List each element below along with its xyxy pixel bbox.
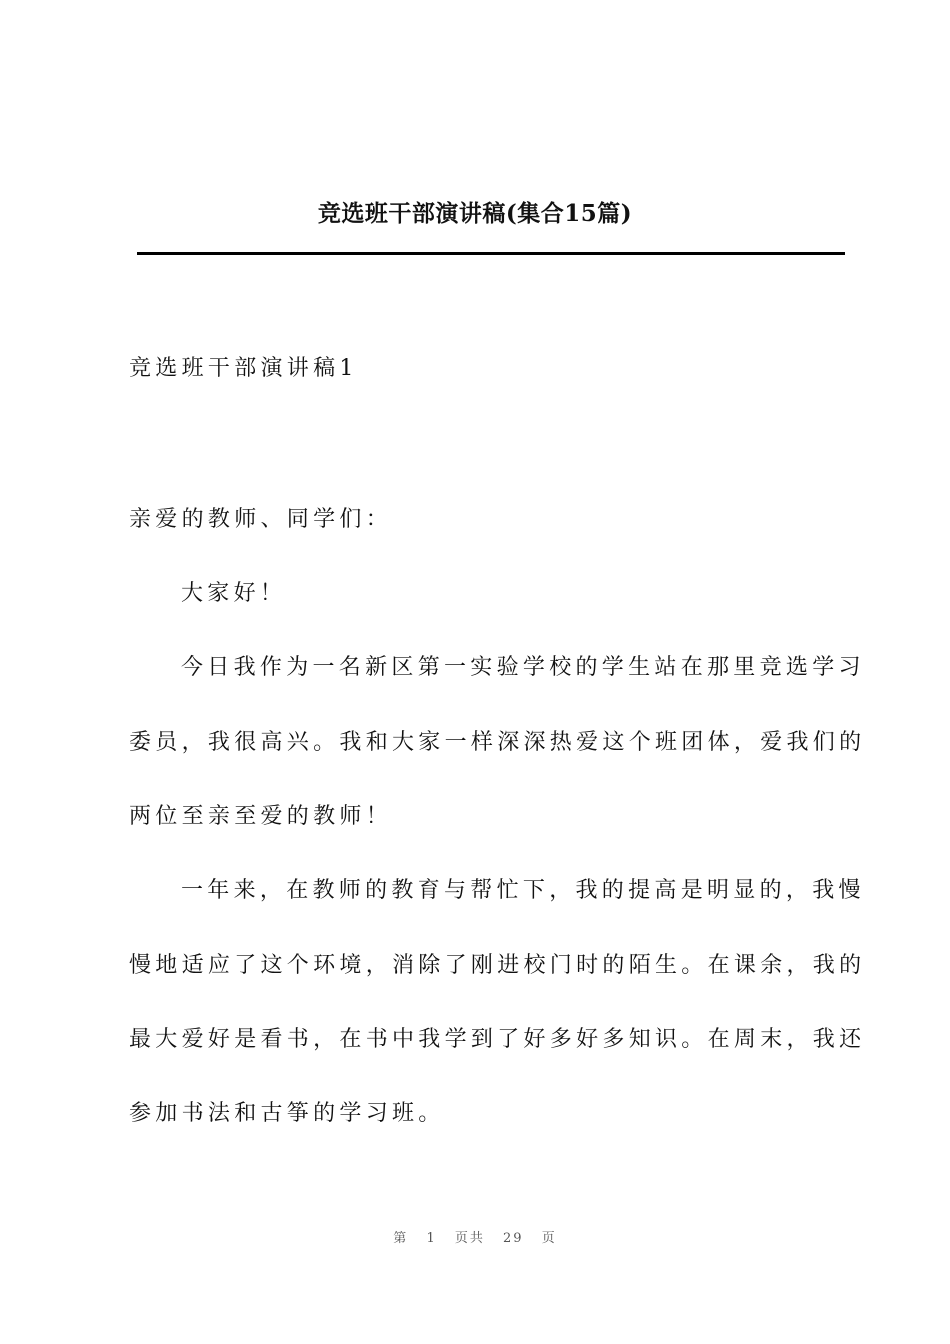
page-footer (0, 1230, 950, 1248)
title-underline (137, 252, 845, 255)
document-title: 竞选班干部演讲稿(集合15篇) (317, 200, 633, 227)
footer-suffix: 页 (541, 1231, 557, 1246)
section-heading: 竞选班干部演讲稿1 (129, 356, 358, 381)
paragraph-1-line-1: 今日我作为一名新区第一实验学校的学生站在那里竞选学习 (181, 655, 865, 680)
footer-current-page: 1 (426, 1231, 437, 1246)
paragraph-2-line-3: 最大爱好是看书，在书中我学到了好多好多知识。在周末，我还 (129, 1027, 866, 1052)
footer-prefix: 第 (393, 1231, 409, 1246)
footer-middle: 页共 (454, 1231, 485, 1246)
footer-total-pages: 29 (503, 1231, 524, 1246)
paragraph-2-line-1: 一年来，在教师的教育与帮忙下，我的提高是明显的，我慢 (181, 878, 865, 903)
paragraph-2-line-2: 慢地适应了这个环境，消除了刚进校门时的陌生。在课余，我的 (129, 953, 866, 978)
greeting: 大家好！ (181, 581, 287, 606)
paragraph-1-line-2: 委员，我很高兴。我和大家一样深深热爱这个班团体，爱我们的 (129, 730, 866, 755)
paragraph-2-line-4: 参加书法和古筝的学习班。 (129, 1101, 445, 1126)
salutation: 亲爱的教师、同学们： (129, 507, 393, 532)
paragraph-1-line-3: 两位至亲至爱的教师！ (129, 804, 393, 829)
